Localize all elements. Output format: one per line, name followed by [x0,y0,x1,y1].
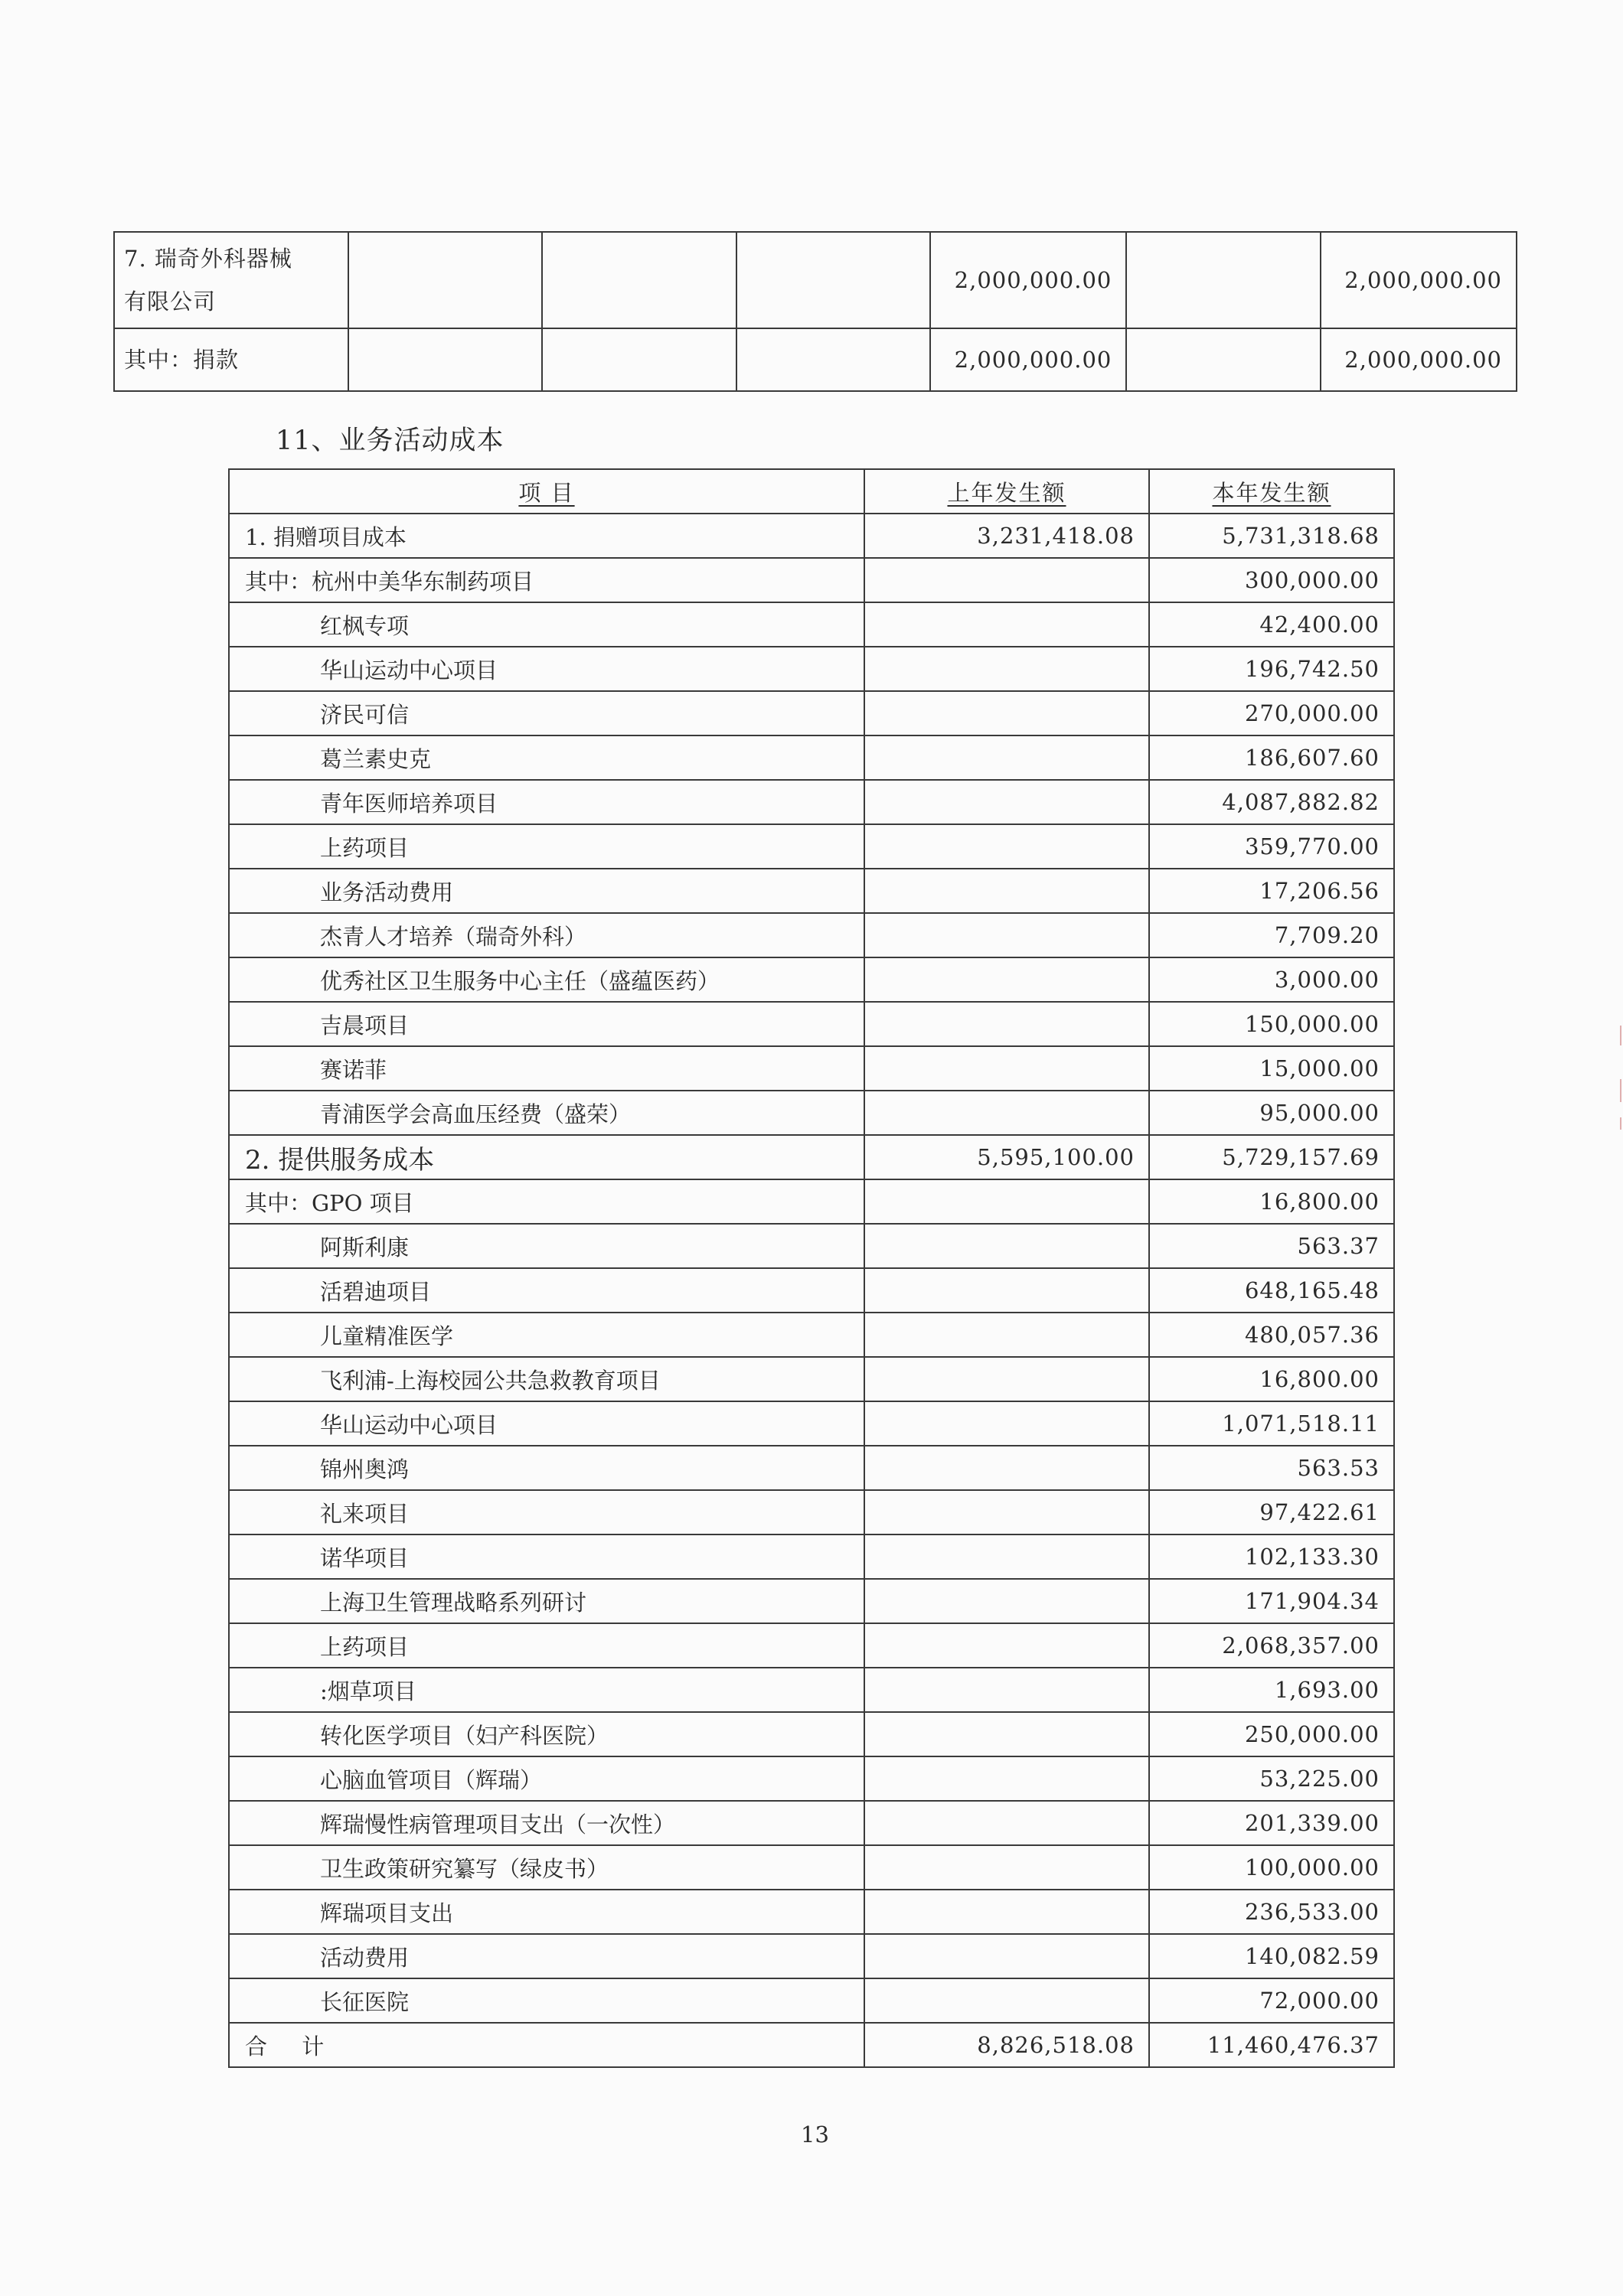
cell-prev-year [864,691,1149,735]
top-row-value-b: 2,000,000.00 [1321,232,1517,328]
cell-curr-year: 11,460,476.37 [1149,2023,1394,2067]
cell-prev-year [864,824,1149,869]
cell-prev-year [864,1401,1149,1446]
empty-cell [736,232,931,328]
table-row [229,1490,1394,1534]
top-row-label-line2: 有限公司 [124,289,217,315]
cell-curr-year: 17,206.56 [1149,869,1394,913]
cell-item: 业务活动费用 [229,869,864,913]
cell-item: 华山运动中心项目 [229,1401,864,1446]
cell-item: 阿斯利康 [229,1224,864,1268]
cell-curr-year: 100,000.00 [1149,1845,1394,1890]
table-row [229,1623,1394,1668]
cell-curr-year: 140,082.59 [1149,1934,1394,1978]
cell-curr-year: 196,742.50 [1149,647,1394,691]
table-row [229,1579,1394,1623]
table-row [229,1224,1394,1268]
scan-mark [1620,1026,1621,1045]
cell-item: 其中：GPO 项目 [229,1179,864,1224]
cell-curr-year: 72,000.00 [1149,1978,1394,2023]
table-row [229,602,1394,647]
table-row [229,1401,1394,1446]
cell-item: 吉晨项目 [229,1002,864,1046]
table-row [114,232,1517,328]
cell-prev-year [864,780,1149,824]
empty-cell [348,328,543,391]
cell-item: 诺华项目 [229,1534,864,1579]
cell-prev-year [864,558,1149,602]
empty-cell [348,232,543,328]
cell-curr-year: 171,904.34 [1149,1579,1394,1623]
table-row [229,1934,1394,1978]
cell-item: 赛诺菲 [229,1046,864,1091]
cell-item: 红枫专项 [229,602,864,647]
cell-item: 济民可信 [229,691,864,735]
cell-prev-year [864,1313,1149,1357]
empty-cell [1126,328,1321,391]
cell-curr-year: 5,731,318.68 [1149,514,1394,558]
cell-curr-year: 95,000.00 [1149,1091,1394,1135]
table-row [229,1446,1394,1490]
top-row-label [114,232,348,328]
table-row [229,1179,1394,1224]
cell-item: 上药项目 [229,1623,864,1668]
cell-prev-year [864,1890,1149,1934]
cell-item: 卫生政策研究纂写（绿皮书） [229,1845,864,1890]
cell-prev-year: 3,231,418.08 [864,514,1149,558]
cell-item: 上海卫生管理战略系列研讨 [229,1579,864,1623]
cell-curr-year: 270,000.00 [1149,691,1394,735]
cell-item: 青年医师培养项目 [229,780,864,824]
page-number: 13 [801,2122,829,2148]
cell-prev-year [864,1002,1149,1046]
header-item: 项 目 [229,469,864,514]
table-row [229,1534,1394,1579]
cell-item: 转化医学项目（妇产科医院） [229,1712,864,1756]
section-heading: 11、业务活动成本 [276,426,505,456]
cell-curr-year: 42,400.00 [1149,602,1394,647]
table-row [229,1046,1394,1091]
table-row [229,1002,1394,1046]
cell-prev-year [864,957,1149,1002]
cell-curr-year: 16,800.00 [1149,1357,1394,1401]
cell-curr-year: 3,000.00 [1149,957,1394,1002]
cell-item: 锦州奥鸿 [229,1446,864,1490]
cell-curr-year: 2,068,357.00 [1149,1623,1394,1668]
table-row [229,869,1394,913]
cell-curr-year: 300,000.00 [1149,558,1394,602]
header-prev-year: 上年发生额 [864,469,1149,514]
cell-item: :烟草项目 [229,1668,864,1712]
empty-cell [542,328,736,391]
cell-item: 葛兰素史克 [229,735,864,780]
table-row [229,514,1394,558]
cell-prev-year [864,1934,1149,1978]
scan-mark [1620,1079,1621,1102]
cell-item: 长征医院 [229,1978,864,2023]
table-row [229,824,1394,869]
top-continuation-table [113,231,1517,392]
cell-item: 1. 捐赠项目成本 [229,514,864,558]
table-row [229,647,1394,691]
cell-prev-year [864,1224,1149,1268]
cell-item: 2. 提供服务成本 [229,1135,864,1179]
empty-cell [542,232,736,328]
cell-item: 辉瑞慢性病管理项目支出（一次性） [229,1801,864,1845]
cell-prev-year [864,1978,1149,2023]
cell-curr-year: 7,709.20 [1149,913,1394,957]
cell-curr-year: 186,607.60 [1149,735,1394,780]
cell-prev-year [864,735,1149,780]
table-row [229,913,1394,957]
cell-curr-year: 563.53 [1149,1446,1394,1490]
table-row [229,735,1394,780]
cell-item: 华山运动中心项目 [229,647,864,691]
cell-item: 上药项目 [229,824,864,869]
table-row [229,957,1394,1002]
cell-curr-year: 5,729,157.69 [1149,1135,1394,1179]
cell-prev-year [864,1179,1149,1224]
table-row [114,328,1517,391]
cell-curr-year: 1,071,518.11 [1149,1401,1394,1446]
cell-item: 活动费用 [229,1934,864,1978]
cell-curr-year: 250,000.00 [1149,1712,1394,1756]
business-cost-table [228,468,1395,2068]
cell-item: 飞利浦-上海校园公共急救教育项目 [229,1357,864,1401]
top-row-value-a: 2,000,000.00 [930,232,1126,328]
cell-curr-year: 1,693.00 [1149,1668,1394,1712]
cell-prev-year [864,1534,1149,1579]
cell-prev-year [864,1046,1149,1091]
table-header-row [229,469,1394,514]
cell-prev-year [864,1623,1149,1668]
header-curr-year: 本年发生额 [1149,469,1394,514]
cell-curr-year: 236,533.00 [1149,1890,1394,1934]
table-row [229,558,1394,602]
cell-item: 合 计 [229,2023,864,2067]
table-row [229,1712,1394,1756]
table-row [229,780,1394,824]
cell-curr-year: 201,339.00 [1149,1801,1394,1845]
cell-item: 辉瑞项目支出 [229,1890,864,1934]
table-row [229,1978,1394,2023]
cell-prev-year [864,1801,1149,1845]
cell-prev-year [864,869,1149,913]
table-row [229,2023,1394,2067]
cell-curr-year: 4,087,882.82 [1149,780,1394,824]
table-row [229,1357,1394,1401]
cell-prev-year [864,1490,1149,1534]
cell-curr-year: 150,000.00 [1149,1002,1394,1046]
cell-curr-year: 102,133.30 [1149,1534,1394,1579]
cell-item: 活碧迪项目 [229,1268,864,1313]
scan-mark [1620,1117,1621,1130]
table-row [229,1668,1394,1712]
empty-cell [1126,232,1321,328]
cell-prev-year [864,647,1149,691]
cell-prev-year [864,1668,1149,1712]
top-row-label: 其中：捐款 [114,328,348,391]
cell-prev-year [864,1268,1149,1313]
table-row [229,1890,1394,1934]
cell-prev-year: 5,595,100.00 [864,1135,1149,1179]
top-row-value-b: 2,000,000.00 [1321,328,1517,391]
empty-cell [736,328,931,391]
cell-prev-year [864,1091,1149,1135]
cell-prev-year [864,1756,1149,1801]
cell-item: 优秀社区卫生服务中心主任（盛蕴医药） [229,957,864,1002]
table-row [229,1845,1394,1890]
cell-curr-year: 53,225.00 [1149,1756,1394,1801]
cell-item: 其中：杭州中美华东制药项目 [229,558,864,602]
cell-curr-year: 648,165.48 [1149,1268,1394,1313]
cell-prev-year [864,1845,1149,1890]
cell-prev-year [864,602,1149,647]
cell-item: 青浦医学会高血压经费（盛荣） [229,1091,864,1135]
top-row-value-a: 2,000,000.00 [930,328,1126,391]
table-row [229,1313,1394,1357]
cell-curr-year: 563.37 [1149,1224,1394,1268]
cell-prev-year [864,1712,1149,1756]
table-row [229,691,1394,735]
table-row [229,1801,1394,1845]
cell-item: 礼来项目 [229,1490,864,1534]
cell-curr-year: 480,057.36 [1149,1313,1394,1357]
cell-prev-year: 8,826,518.08 [864,2023,1149,2067]
cell-curr-year: 359,770.00 [1149,824,1394,869]
table-row [229,1756,1394,1801]
cell-curr-year: 15,000.00 [1149,1046,1394,1091]
cell-curr-year: 16,800.00 [1149,1179,1394,1224]
cell-item: 心脑血管项目（辉瑞） [229,1756,864,1801]
table-row [229,1268,1394,1313]
cell-item: 杰青人才培养（瑞奇外科） [229,913,864,957]
table-row [229,1135,1394,1179]
cell-prev-year [864,913,1149,957]
cell-item: 儿童精准医学 [229,1313,864,1357]
cell-prev-year [864,1446,1149,1490]
table-row [229,1091,1394,1135]
cell-prev-year [864,1357,1149,1401]
top-row-label-line1: 7. 瑞奇外科器械 [124,246,292,272]
cell-prev-year [864,1579,1149,1623]
cell-curr-year: 97,422.61 [1149,1490,1394,1534]
